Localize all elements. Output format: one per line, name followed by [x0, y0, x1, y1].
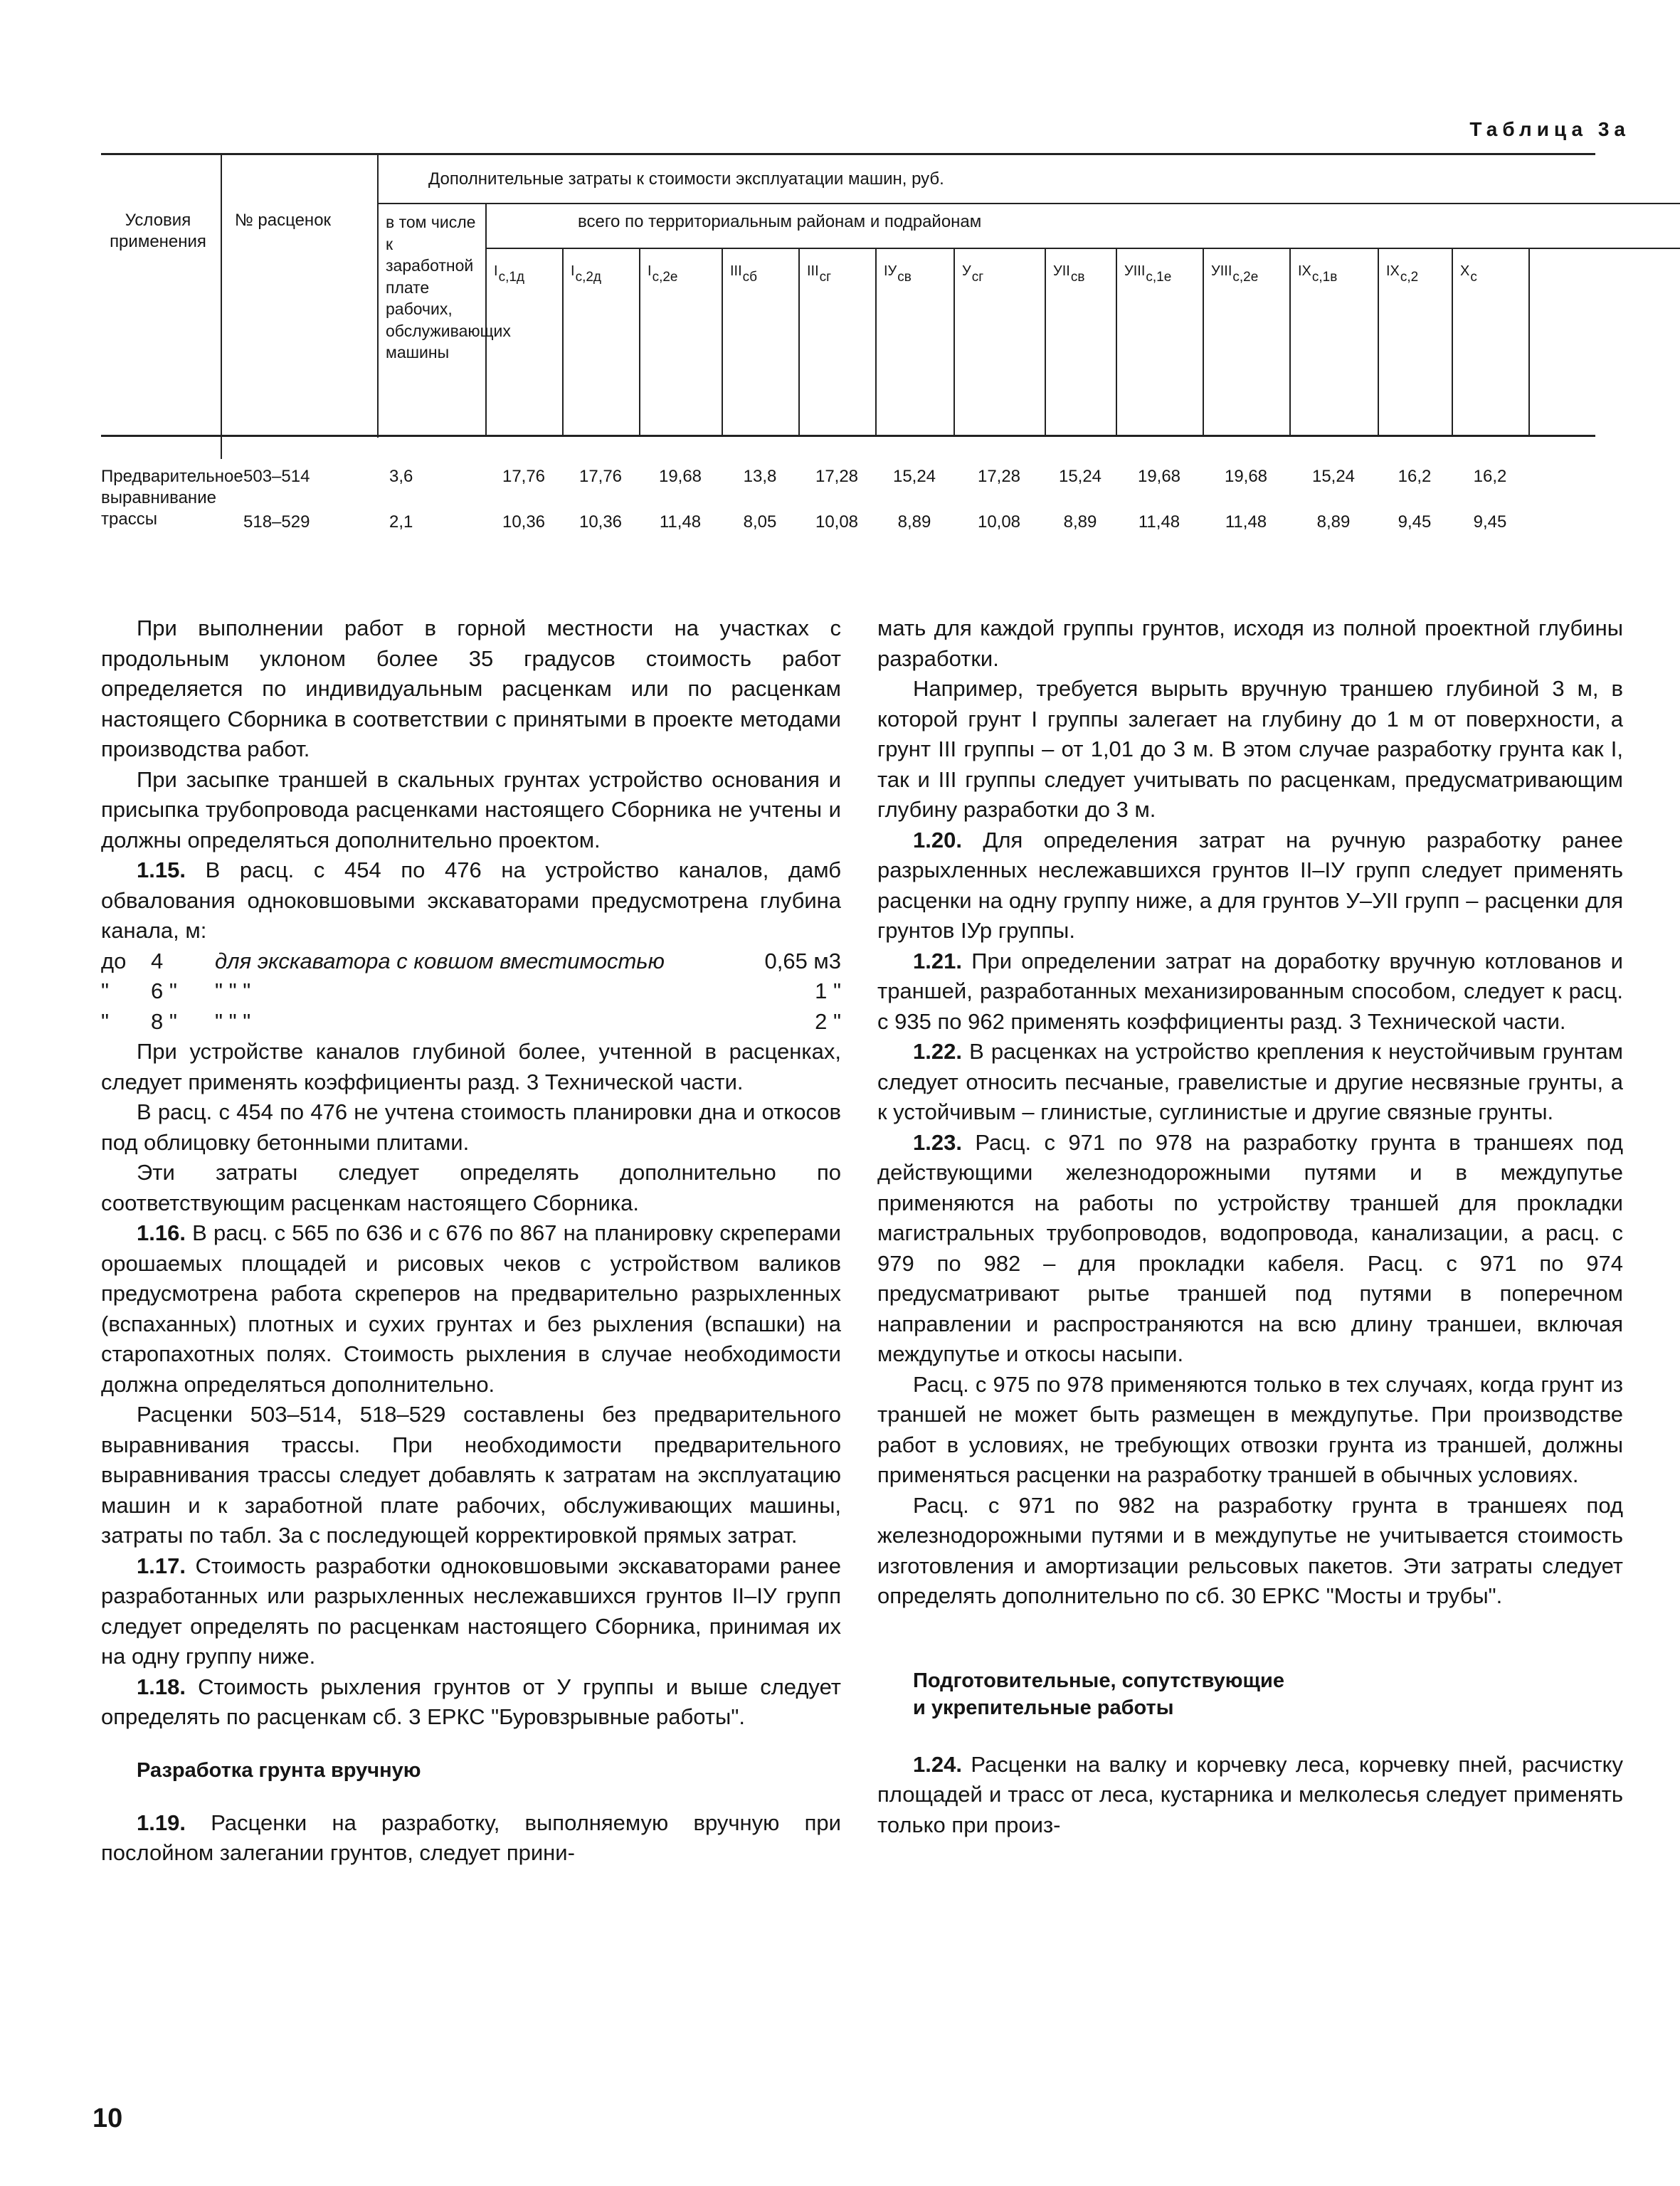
- clause-text: Расценки на валку и корчевку леса, корчевку пней, расчистку площадей и трасс от леса, кустарника и мелколесья следует применять только при произ-: [877, 1751, 1624, 1837]
- region-subscript: сб: [742, 270, 758, 285]
- region-header: [1298, 265, 1337, 288]
- table-vrule: [221, 153, 222, 459]
- header-conditions: Условия применения: [110, 211, 206, 251]
- rate-numbers: 518–529: [243, 512, 310, 532]
- section-heading-prep-line-2: и укрепительные работы: [913, 1696, 1174, 1719]
- depth-line-part: 4: [151, 948, 164, 973]
- clause-number: 1.24.: [913, 1751, 962, 1777]
- clause-number: 1.21.: [913, 948, 962, 973]
- region-subscript: с,1в: [1311, 270, 1338, 285]
- paragraph-1-20: [877, 825, 1623, 946]
- header-total-regions: всего по территориальным районам и подрайонам: [578, 212, 982, 231]
- region-value: 16,2: [1473, 467, 1507, 486]
- section-heading-prep-line-1: Подготовительные, сопутствующие: [913, 1669, 1284, 1692]
- region-value: 15,24: [1311, 467, 1356, 486]
- paragraph: Эти затраты следует определять дополнительно по соответствующим расценкам настоящего Сборника.: [101, 1160, 841, 1215]
- paragraph-1-19: [101, 1808, 841, 1869]
- clause-number: 1.15.: [137, 857, 186, 882]
- right-text-column: [877, 613, 1623, 1840]
- clause-number: 1.19.: [137, 1810, 186, 1835]
- wage-value: 2,1: [389, 512, 413, 532]
- clause-text: При определении затрат на доработку вручную котлованов и траншей, разработанных механизированным способом, следует к расц. с 935 по 962 применять коэффициенты разд. 3 Технической части.: [877, 948, 1623, 1034]
- region-subscript: с,2д: [575, 270, 601, 285]
- table-rule-2: [485, 248, 1680, 249]
- table-vrule: [1045, 248, 1046, 436]
- table-vrule: [1528, 248, 1530, 436]
- table-caption: Таблица 3а: [1469, 118, 1630, 140]
- paragraph-1-24: [877, 1750, 1623, 1841]
- table-vrule: [722, 248, 723, 436]
- paragraph-1-23: [877, 1128, 1623, 1370]
- clause-text: Для определения затрат на ручную разработку ранее разрыхленных неслежавшихся грунтов II–IУ групп следует применять расценки на одну группу ниже, а для грунтов У–УII групп – расценки для грунтов IУр группы.: [877, 827, 1623, 943]
- region-value: 10,08: [977, 512, 1021, 532]
- depth-line-part: " " ": [215, 1008, 251, 1034]
- region-value: 13,8: [743, 467, 777, 486]
- depth-list: [101, 946, 841, 1037]
- table-vrule: [562, 248, 564, 436]
- paragraph: При выполнении работ в горной местности на участках с продольным уклоном более 35 градусов стоимость работ определяется по индивидуальным расценкам или по расценкам настоящего Сборника в соответствии с принятыми в проекте методами производства работ.: [101, 616, 841, 761]
- clause-text: Стоимость разработки одноковшовыми экскаваторами ранее разработанных или разрыхленных неслежавшихся грунтов II–IУ групп следует определять по расценкам настоящего Сборника, принимая их на одну группу ниже.: [101, 1553, 841, 1669]
- paragraph: Расценки 503–514, 518–529 составлены без предварительного выравнивания трассы. При необходимости предварительного выравнивания трассы следует добавлять к затратам на эксплуатацию машин и к заработной плате рабочих, обслуживающих машины, затраты по табл. 3а с последующей корректировкой прямых затрат.: [101, 1402, 841, 1548]
- region-value: 11,48: [1225, 512, 1267, 532]
- clause-number: 1.18.: [137, 1674, 186, 1699]
- header-including-wages: в том числе к заработной плате рабочих, обслуживающих машины: [386, 213, 511, 361]
- paragraph: Например, требуется вырыть вручную траншею глубиной 3 м, в которой грунт I группы залегает на глубину до 1 м от поверхности, а грунт III группы – от 1,01 до 3 м. В этом случае разработку грунта как I, так и III группы следует учитывать по расценкам, предусматривающим глубину разработки до 3 м.: [877, 676, 1623, 822]
- region-subscript: сг: [971, 270, 984, 285]
- region-base: УIII: [1124, 263, 1146, 279]
- table-vrule: [798, 248, 800, 436]
- region-value: 17,76: [502, 467, 546, 486]
- region-header: [648, 265, 677, 288]
- region-subscript: с,2: [1400, 270, 1419, 285]
- region-subscript: сг: [819, 270, 832, 285]
- clause-text: Расценки на разработку, выполняемую вручную при послойном залегании грунтов, следует прини-: [101, 1810, 841, 1865]
- paragraph-1-17: [101, 1551, 841, 1672]
- clause-number: 1.16.: [137, 1220, 186, 1245]
- clause-number: 1.23.: [913, 1129, 962, 1155]
- region-base: У: [962, 263, 971, 279]
- paragraph: При засыпке траншей в скальных грунтах устройство основания и присыпка трубопровода расценками настоящего Сборника не учтены и должны определяться дополнительно проектом.: [101, 766, 841, 852]
- region-header: [1460, 265, 1477, 288]
- region-value: 15,24: [892, 467, 936, 486]
- table-vrule: [377, 153, 379, 438]
- region-subscript: с,1д: [498, 270, 524, 285]
- region-base: I: [571, 263, 575, 279]
- region-header: [1211, 265, 1258, 288]
- region-value: 17,76: [579, 467, 623, 486]
- region-value: 10,36: [502, 512, 546, 532]
- depth-line-part: ": [101, 978, 110, 1003]
- region-header: [1124, 265, 1171, 288]
- paragraph-1-21: [877, 946, 1623, 1037]
- region-base: УIII: [1211, 263, 1232, 279]
- region-value: 17,28: [815, 467, 859, 486]
- paragraph: В расц. с 454 по 476 не учтена стоимость планировки дна и откосов под облицовку бетонными плитами.: [101, 1099, 841, 1155]
- table-header-bottom-rule: [101, 435, 1595, 437]
- region-header: [962, 265, 983, 288]
- paragraph: Расц. с 971 по 982 на разработку грунта в траншеях под железнодорожными путями и в междупутье не учитывается стоимость изготовления и амортизации рельсовых пакетов. Эти затраты следует определять дополнительно по сб. 30 ЕРКС "Мосты и трубы".: [877, 1492, 1623, 1608]
- region-base: I: [494, 263, 498, 279]
- region-header: [807, 265, 831, 288]
- region-value: 19,68: [1224, 467, 1268, 486]
- table-vrule: [1452, 248, 1453, 436]
- region-value: 8,89: [897, 512, 931, 532]
- header-additional-costs: Дополнительные затраты к стоимости эксплуатации машин, руб.: [428, 169, 944, 189]
- region-base: IX: [1386, 263, 1400, 279]
- region-header: [884, 265, 912, 288]
- region-value: 16,2: [1398, 467, 1432, 486]
- region-value: 17,28: [977, 467, 1021, 486]
- depth-line-part: 6 ": [151, 978, 177, 1003]
- paragraph-1-18: [101, 1672, 841, 1733]
- region-header: [1053, 265, 1084, 288]
- paragraph-1-22: [877, 1037, 1623, 1128]
- region-subscript: св: [897, 270, 912, 285]
- paragraph: мать для каждой группы грунтов, исходя из полной проектной глубины разработки.: [877, 616, 1623, 671]
- region-subscript: с,1е: [1146, 270, 1172, 285]
- region-base: X: [1460, 263, 1470, 279]
- table-top-rule: [101, 153, 1595, 155]
- table-vrule: [1378, 248, 1379, 436]
- region-value: 11,48: [1138, 512, 1180, 532]
- table-vrule: [1116, 248, 1117, 436]
- table-vrule: [953, 248, 955, 436]
- depth-line: [101, 1007, 841, 1037]
- region-subscript: св: [1070, 270, 1085, 285]
- paragraph-1-16: [101, 1218, 841, 1400]
- region-value: 11,48: [659, 512, 702, 532]
- region-value: 10,36: [579, 512, 623, 532]
- clause-number: 1.17.: [137, 1553, 186, 1578]
- paragraph: При устройстве каналов глубиной более, учтенной в расценках, следует применять коэффициенты разд. 3 Технической части.: [101, 1039, 841, 1094]
- region-value: 19,68: [1137, 467, 1181, 486]
- region-subscript: с: [1470, 270, 1477, 285]
- region-header: [730, 265, 757, 288]
- region-value: 8,89: [1063, 512, 1097, 532]
- region-base: III: [807, 263, 819, 279]
- clause-text: В расценках на устройство крепления к неустойчивым грунтам следует относить песчаные, гравелистые и другие несвязные грунты, а к устойчивым – глинистые, суглинистые и другие связные грунты.: [877, 1039, 1623, 1124]
- depth-line-part: ": [101, 1008, 110, 1034]
- depth-line: [101, 946, 841, 977]
- region-base: IУ: [884, 263, 897, 279]
- region-value: 8,05: [743, 512, 777, 532]
- header-rate-no: № расценок: [235, 211, 332, 230]
- region-base: IX: [1298, 263, 1311, 279]
- clause-number: 1.20.: [913, 827, 962, 852]
- depth-line-part: 2 ": [815, 1008, 841, 1034]
- clause-number: 1.22.: [913, 1039, 962, 1064]
- depth-line-part: для экскаватора с ковшом вместимостью: [215, 948, 665, 973]
- page-number: 10: [93, 2103, 123, 2133]
- region-value: 10,08: [815, 512, 859, 532]
- clause-text: Стоимость рыхления грунтов от У группы и выше следует определять по расценкам сб. 3 ЕРКС "Буровзрывные работы".: [101, 1674, 841, 1729]
- region-value: 19,68: [658, 467, 702, 486]
- condition-text: Предварительное выравнивание трассы: [101, 467, 243, 529]
- clause-text: Расц. с 971 по 978 на разработку грунта в траншеях под действующими железнодорожными путями и в междупутье применяются на работы по устройству траншей для прокладки магистральных трубопроводов, водопровода, канализации, а расц. с 979 по 982 – для прокладки кабеля. Расц. с 971 по 974 предусматривают рытье траншей под путями в поперечном направлении и распространяются на всю длину траншеи, включая междупутье и откосы насыпи.: [877, 1129, 1623, 1366]
- table-vrule: [639, 248, 640, 436]
- table-vrule: [1203, 248, 1204, 436]
- clause-text: В расц. с 565 по 636 и с 676 по 867 на планировку скреперами орошаемых площадей и рисовых чеков с устройством валиков предусмотрена работа скреперов на предварительно разрыхленных (вспаханных) плотных и сухих грунтах и без рыхления (вспашки) на старопахотных полях. Стоимость рыхления в случае необходимости должна определяться дополнительно.: [101, 1220, 841, 1397]
- table-rule-1: [377, 203, 1680, 204]
- region-base: УII: [1053, 263, 1070, 279]
- region-value: 9,45: [1398, 512, 1432, 532]
- clause-text: В расц. с 454 по 476 на устройство каналов, дамб обвалования одноковшовыми экскаваторами предусмотрена глубина канала, м:: [101, 857, 841, 943]
- depth-line-part: до: [101, 948, 127, 973]
- region-header: [494, 265, 524, 288]
- region-subscript: с,2е: [652, 270, 678, 285]
- depth-line: [101, 976, 841, 1007]
- rate-numbers: 503–514: [243, 467, 310, 486]
- region-value: 9,45: [1473, 512, 1507, 532]
- region-base: I: [648, 263, 652, 279]
- table-vrule: [875, 248, 877, 436]
- wage-value: 3,6: [389, 467, 413, 486]
- depth-line-part: 1 ": [815, 978, 841, 1003]
- depth-line-part: 8 ": [151, 1008, 177, 1034]
- left-text-column: [101, 613, 841, 1869]
- additional-costs-table: [101, 153, 1666, 601]
- depth-line-part: " " ": [215, 978, 251, 1003]
- region-value: 15,24: [1058, 467, 1102, 486]
- region-subscript: с,2е: [1232, 270, 1259, 285]
- region-header: [571, 265, 601, 288]
- table-vrule: [485, 203, 487, 436]
- table-vrule: [1289, 248, 1291, 436]
- region-value: 8,89: [1316, 512, 1351, 532]
- section-heading-manual: Разработка грунта вручную: [137, 1758, 421, 1782]
- paragraph-1-15: [101, 855, 841, 946]
- region-base: III: [730, 263, 742, 279]
- region-header: [1386, 265, 1418, 288]
- paragraph: Расц. с 975 по 978 применяются только в тех случаях, когда грунт из траншей не может быть размещен в междупутье. При производстве работ в условиях, не требующих отвозки грунта из траншей, должны применяться расценки на разработку траншей в обычных условиях.: [877, 1371, 1623, 1487]
- depth-line-part: 0,65 м3: [764, 948, 841, 973]
